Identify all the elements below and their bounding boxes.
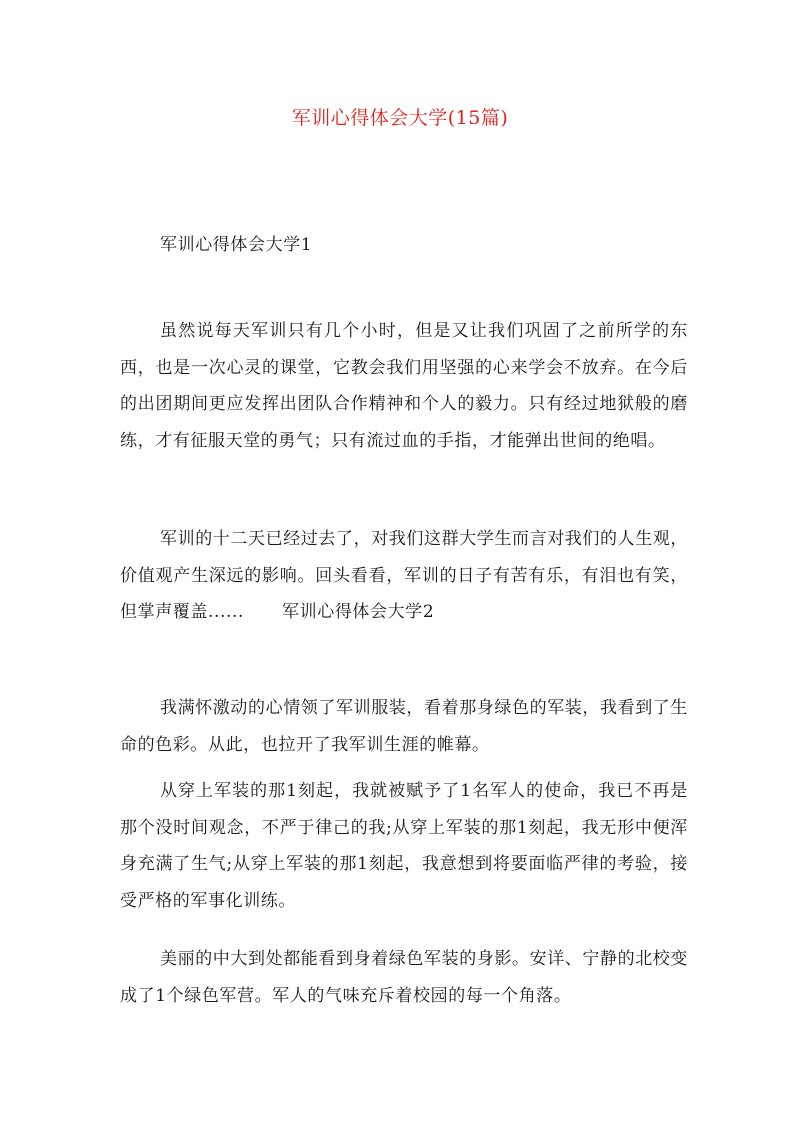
paragraph-4: 从穿上军装的那1刻起，我就被赋予了1名军人的使命，我已不再是那个没时间观念，不严于律己的我;从穿上军装的那1刻起，我无形中便浑身充满了生气;从穿上军装的那1刻起，我意想到将要面临严律的考验，接受严格的军事化训练。 [120, 781, 688, 911]
section-heading-1: 军训心得体会大学1 [160, 235, 313, 255]
paragraph-3: 我满怀激动的心情领了军训服装，看着那身绿色的军装，我看到了生命的色彩。从此，也拉开了我军训生涯的帷幕。 [120, 698, 688, 755]
paragraph-5: 美丽的中大到处都能看到身着绿色军装的身影。安详、宁静的北校变成了1个绿色军营。军人的气味充斥着校园的每一个角落。 [120, 949, 688, 1006]
document-title: 军训心得体会大学(15篇) [291, 107, 509, 129]
paragraph-1: 虽然说每天军训只有几个小时，但是又让我们巩固了之前所学的东西，也是一次心灵的课堂，它教会我们用坚强的心来学会不放弃。在今后的出团期间更应发挥出团队合作精神和个人的毅力。只有经过地狱般的磨练，才有征服天堂的勇气；只有流过血的手指，才能弹出世间的绝唱。 [120, 321, 688, 451]
section-heading-2: 军训心得体会大学2 [282, 602, 435, 623]
paragraph-2-text: 军训的十二天已经过去了，对我们这群大学生而言对我们的人生观，价值观产生深远的影响。回头看看，军训的日子有苦有乐，有泪也有笑，但掌声覆盖...... [120, 529, 688, 623]
paragraph-2 [120, 521, 688, 631]
